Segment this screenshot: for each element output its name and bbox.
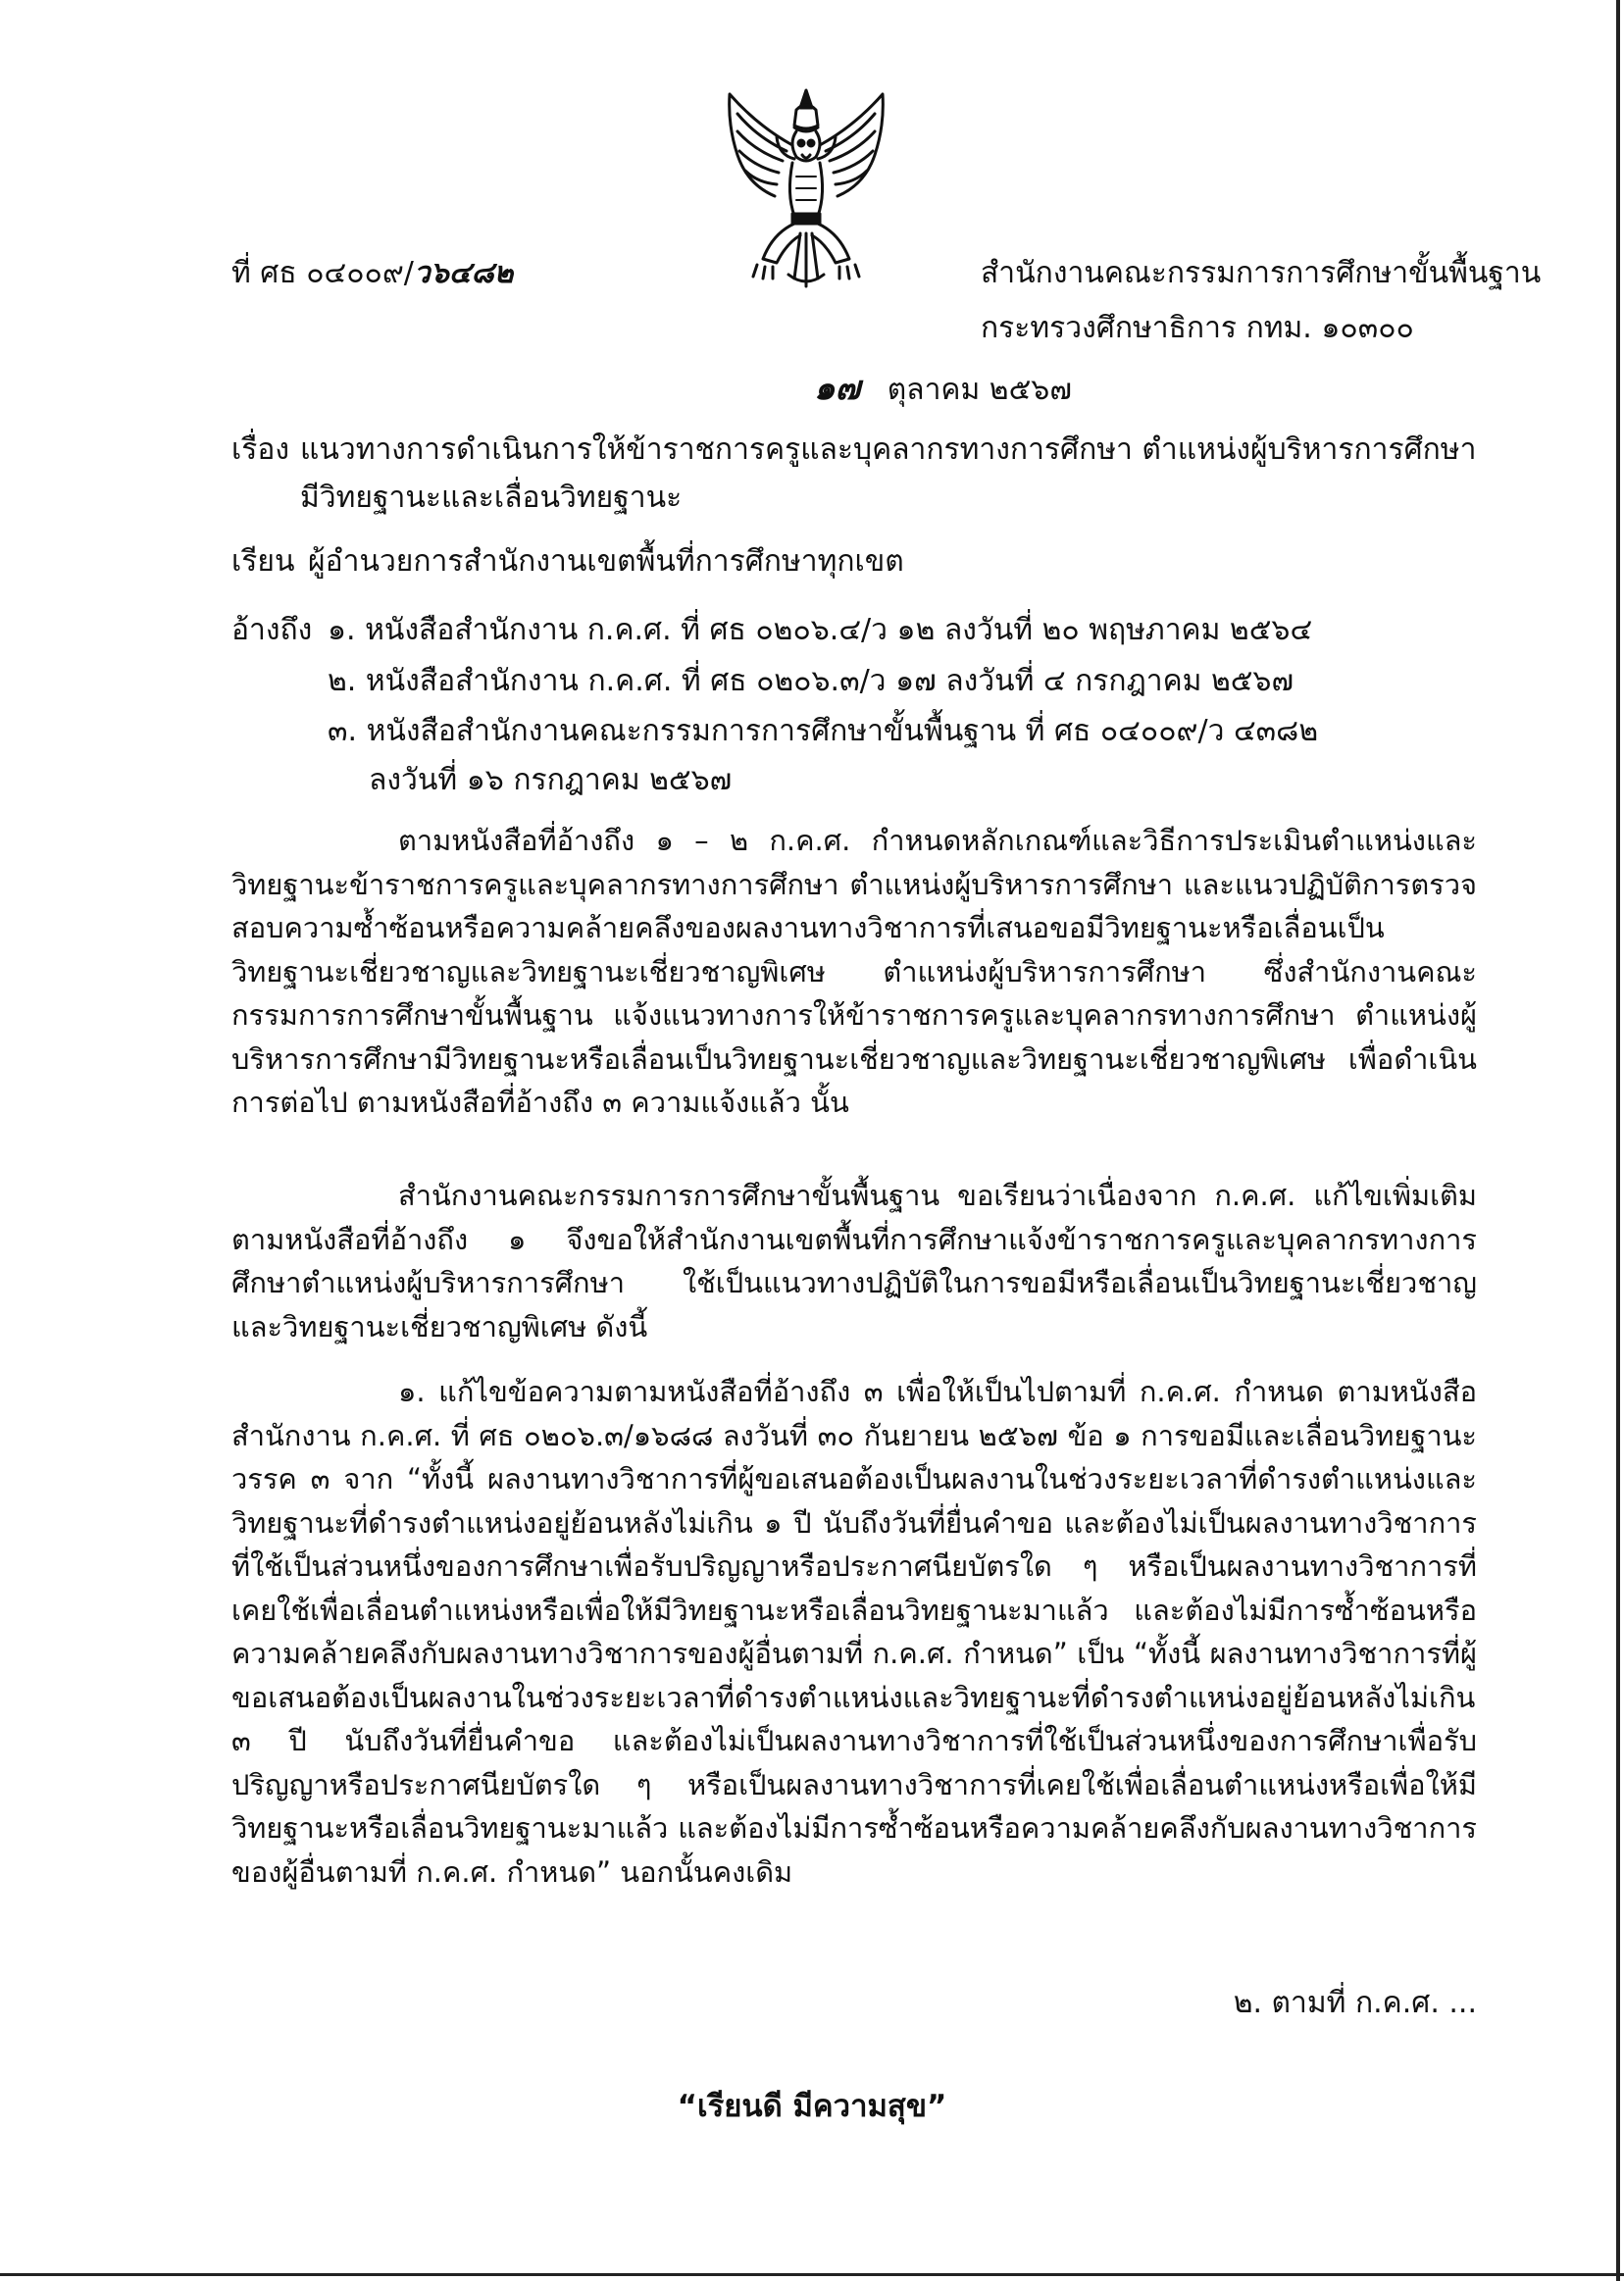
- subject-line-2: มีวิทยฐานะและเลื่อนวิทยฐานะ: [300, 481, 683, 515]
- garuda-emblem: [718, 86, 894, 292]
- reference-number-handwritten: ว๖๔๘๒: [413, 256, 514, 290]
- paragraph-3-text: ๑. แก้ไขข้อความตามหนังสือที่อ้างถึง ๓ เพื่อให้เป็นไปตามที่ ก.ค.ศ. กำหนด ตามหนังสือสำนักงาน ก.ค.ศ. ที่ ศธ ๐๒๐๖.๓/๑๖๘๘ ลงวันที่ ๓๐ กันยายน ๒๕๖๗ ข้อ ๑ การขอมีและเลื่อนวิทยฐานะวรรค ๓ จาก “ทั้งนี้ ผลงานทางวิชาการที่ผู้ขอเสนอต้องเป็นผลงานในช่วงระยะเวลาที่ดำรงตำแหน่งและวิทยฐานะที่ดำรงตำแหน่งอยู่ย้อนหลังไม่เกิน ๑ ปี นับถึงวันที่ยื่นคำขอ และต้องไม่เป็นผลงานทางวิชาการที่ใช้เป็นส่วนหนึ่งของการศึกษาเพื่อรับปริญญาหรือประกาศนียบัตรใด ๆ หรือเป็นผลงานทางวิชาการที่เคยใช้เพื่อเลื่อนตำแหน่งหรือเพื่อให้มีวิทยฐานะหรือเลื่อนวิทยฐานะมาแล้ว และต้องไม่มีการซ้ำซ้อนหรือความคล้ายคลึงกับผลงานทางวิชาการของผู้อื่นตามที่ ก.ค.ศ. กำหนด” เป็น “ทั้งนี้ ผลงานทางวิชาการที่ผู้ขอเสนอต้องเป็นผลงานในช่วงระยะเวลาที่ดำรงตำแหน่งและวิทยฐานะที่ดำรงตำแหน่งอยู่ย้อนหลังไม่เกิน ๓ ปี นับถึงวันที่ยื่นคำขอ และต้องไม่เป็นผลงานทางวิชาการที่ใช้เป็นส่วนหนึ่งของการศึกษาเพื่อรับปริญญาหรือประกาศนียบัตรใด ๆ หรือเป็นผลงานทางวิชาการที่เคยใช้เพื่อเลื่อนตำแหน่งหรือเพื่อให้มีวิทยฐานะหรือเลื่อนวิทยฐานะมาแล้ว และต้องไม่มีการซ้ำซ้อนหรือความคล้ายคลึงกับผลงานทางวิชาการของผู้อื่นตามที่ ก.ค.ศ. กำหนด” นอกนั้นคงเดิม: [231, 1375, 1477, 1889]
- paragraph-2-text: สำนักงานคณะกรรมการการศึกษาขั้นพื้นฐาน ขอเรียนว่าเนื่องจาก ก.ค.ศ. แก้ไขเพิ่มเติมตามหนังสือที่อ้างถึง ๑ จึงขอให้สำนักงานเขตพื้นที่การศึกษาแจ้งข้าราชการครูและบุคลากรทางการศึกษาตำแหน่งผู้บริหารการศึกษา ใช้เป็นแนวทางปฏิบัติในการขอมีหรือเลื่อนเป็นวิทยฐานะเชี่ยวชาญและวิทยฐานะเชี่ยวชาญพิเศษ ดังนี้: [231, 1179, 1477, 1343]
- issuing-office: สำนักงานคณะกรรมการการศึกษาขั้นพื้นฐาน: [981, 256, 1542, 290]
- paragraph-1-text: ตามหนังสือที่อ้างถึง ๑ – ๒ ก.ค.ศ. กำหนดหลักเกณฑ์และวิธีการประเมินตำแหน่งและวิทยฐานะข้าราชการครูและบุคลากรทางการศึกษา ตำแหน่งผู้บริหารการศึกษา และแนวปฏิบัติการตรวจสอบความซ้ำซ้อนหรือความคล้ายคลึงของผลงานทางวิชาการที่เสนอขอมีวิทยฐานะหรือเลื่อนเป็นวิทยฐานะเชี่ยวชาญและวิทยฐานะเชี่ยวชาญพิเศษ ตำแหน่งผู้บริหารการศึกษา ซึ่งสำนักงานคณะกรรมการการศึกษาขั้นพื้นฐาน แจ้งแนวทางการให้ข้าราชการครูและบุคลากรทางการศึกษา ตำแหน่งผู้บริหารการศึกษามีวิทยฐานะหรือเลื่อนเป็นวิทยฐานะเชี่ยวชาญและวิทยฐานะเชี่ยวชาญพิเศษ เพื่อดำเนินการต่อไป ตามหนังสือที่อ้างถึง ๓ ความแจ้งแล้ว นั้น: [231, 824, 1477, 1119]
- body-paragraph-3: [231, 1370, 1477, 1894]
- issuing-office-address: กระทรวงศึกษาธิการ กทม. ๑๐๓๐๐: [981, 311, 1414, 345]
- footer-slogan: “เรียนดี มีความสุข”: [677, 2089, 947, 2124]
- scan-edge-bottom: [0, 2273, 1624, 2276]
- recipient: ผู้อำนวยการสำนักงานเขตพื้นที่การศึกษาทุกเขต: [308, 544, 904, 579]
- reference-item-1: ๑. หนังสือสำนักงาน ก.ค.ศ. ที่ ศธ ๐๒๐๖.๔/ว ๑๒ ลงวันที่ ๒๐ พฤษภาคม ๒๕๖๔: [328, 613, 1313, 647]
- references-label: อ้างถึง: [231, 613, 313, 647]
- continued-marker: ๒. ตามที่ ก.ค.ศ. ...: [1233, 1986, 1477, 2020]
- reference-item-3-continued: ลงวันที่ ๑๖ กรกฎาคม ๒๕๖๗: [369, 763, 733, 797]
- document-date: [814, 366, 1072, 413]
- body-paragraph-2: [231, 1174, 1477, 1348]
- subject-line-1: แนวทางการดำเนินการให้ข้าราชการครูและบุคลากรทางการศึกษา ตำแหน่งผู้บริหารการศึกษา: [300, 432, 1477, 467]
- reference-prefix: ที่ ศธ ๐๔๐๐๙/: [231, 256, 414, 290]
- reference-number: [231, 251, 513, 296]
- reference-item-3: ๓. หนังสือสำนักงานคณะกรรมการการศึกษาขั้นพื้นฐาน ที่ ศธ ๐๔๐๐๙/ว ๔๓๘๒: [328, 714, 1319, 748]
- date-day-handwritten: ๑๗: [814, 369, 861, 408]
- reference-item-2: ๒. หนังสือสำนักงาน ก.ค.ศ. ที่ ศธ ๐๒๐๖.๓/ว ๑๗ ลงวันที่ ๔ กรกฎาคม ๒๕๖๗: [328, 664, 1294, 698]
- scan-edge-right: [1616, 0, 1620, 2281]
- body-paragraph-1: [231, 819, 1477, 1125]
- date-month-year: ตุลาคม ๒๕๖๗: [887, 373, 1072, 407]
- subject-label: เรื่อง: [231, 432, 290, 467]
- recipient-label: เรียน: [231, 544, 295, 579]
